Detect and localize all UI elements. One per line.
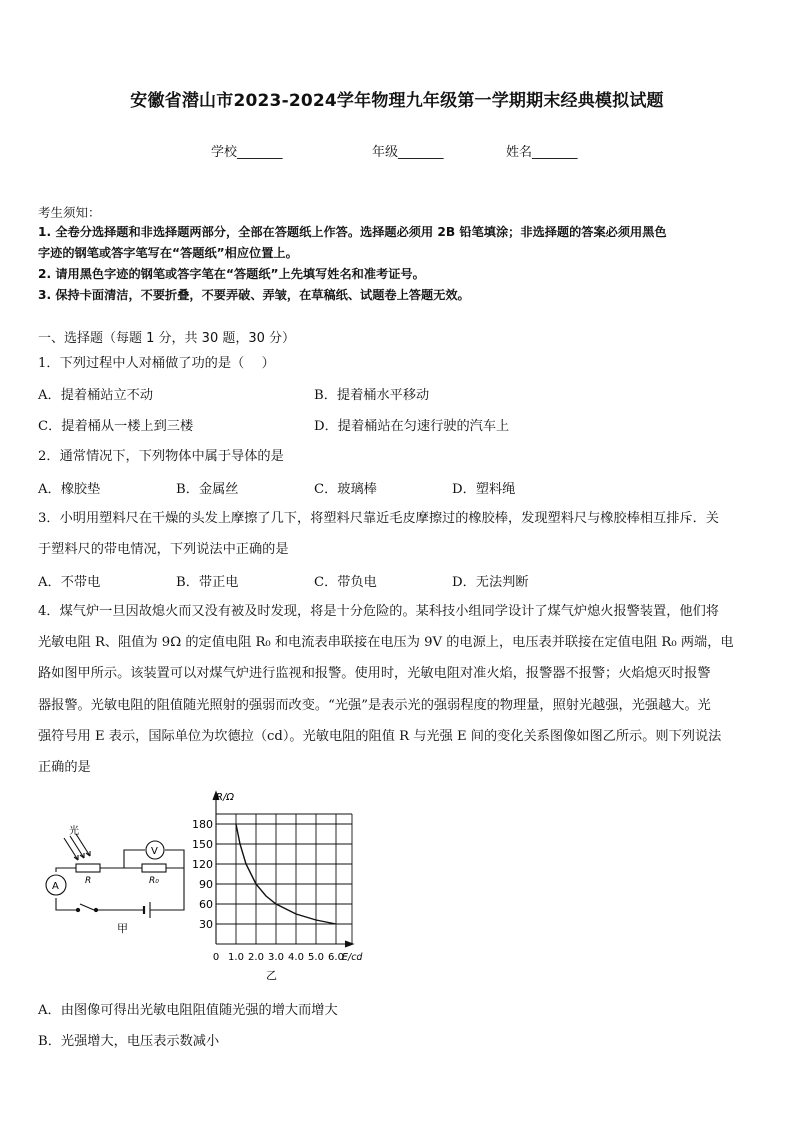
- circuit-caption: 甲: [117, 922, 128, 935]
- option-d: D．塑料绳: [452, 482, 516, 497]
- notice-line: 字迹的钢笔或答字笔写在“答题纸”相应位置上。: [38, 246, 298, 260]
- option-b: B．带正电: [176, 575, 239, 590]
- x-tick-label: 1.0: [228, 952, 244, 963]
- stem-line: 3．小明用塑料尺在干燥的头发上摩擦了几下，将塑料尺靠近毛皮摩擦过的橡胶棒，发现塑料尺与橡胶棒相互排斥．关: [38, 511, 719, 526]
- x-tick-label: 5.0: [308, 952, 324, 963]
- r0-label: R₀: [149, 876, 159, 886]
- option-d: D．无法判断: [452, 575, 529, 590]
- r-label: R: [85, 876, 92, 886]
- photoresistor-symbol: [76, 864, 100, 872]
- stem-line: 强符号用 E 表示，国际单位为坎德拉（cd）。光敏电阻的阻值 R 与光强 E 间的变化关系图像如图乙所示。则下列说法: [38, 728, 722, 744]
- page-title: 安徽省潜山市2023-2024学年物理九年级第一学期期末经典模拟试题: [130, 91, 664, 111]
- question-stem: [38, 596, 756, 783]
- x-tick-label: 6.0: [328, 952, 344, 963]
- notice-line: 1. 全卷分选择题和非选择题两部分，全部在答题纸上作答。选择题必须用 2B 铅笔填涂；非选择题的答案必须用黑色: [38, 225, 667, 239]
- notice-line: 3. 保持卡面清洁，不要折叠，不要弄破、弄皱，在草稿纸、试题卷上答题无效。: [38, 288, 470, 302]
- y-tick-label: 60: [199, 898, 213, 911]
- option-a: A．由图像可得出光敏电阻阻值随光强的增大而增大: [38, 1003, 338, 1018]
- option-a: A．橡胶垫: [38, 482, 101, 497]
- light-label: 光: [69, 826, 79, 837]
- option-c: C．提着桶从一楼上到三楼: [38, 419, 194, 434]
- option-b: B．提着桶水平移动: [314, 388, 430, 403]
- y-tick-label: 120: [192, 858, 213, 871]
- x-tick-labels: [213, 952, 344, 963]
- x-tick-label: 4.0: [288, 952, 304, 963]
- resistor-r0-symbol: [142, 864, 166, 872]
- chart-grid: [216, 814, 352, 944]
- x-tick-label: 0: [212, 952, 220, 963]
- question-stem: [38, 503, 756, 565]
- x-tick-label: 3.0: [268, 952, 284, 963]
- school-field: 学校_______: [211, 145, 283, 160]
- y-tick-label: 90: [199, 878, 213, 891]
- section-heading: 一、选择题（每题 1 分，共 30 题，30 分）: [38, 331, 296, 346]
- x-tick-label: 2.0: [248, 952, 264, 963]
- voltmeter-label: V: [151, 846, 158, 857]
- stem-line: 器报警。光敏电阻的阻值随光照射的强弱而改变。“光强”是表示光的强弱程度的物理量，照射光越强，光强越大。光: [38, 697, 711, 713]
- y-axis-label: R/Ω: [216, 792, 234, 803]
- resistance-light-chart: [186, 782, 372, 987]
- stem-line: 光敏电阻 R、阻值为 9Ω 的定值电阻 R₀ 和电流表串联接在电压为 9V 的电源上，电压表并联接在定值电阻 R₀ 两端，电: [38, 635, 734, 651]
- stem-line: 路如图甲所示。该装置可以对煤气炉进行监视和报警。使用时，光敏电阻对准火焰，报警器不报警；火焰熄灭时报警: [38, 666, 711, 682]
- option-b: B．光强增大，电压表示数减小: [38, 1034, 220, 1049]
- ammeter-label: A: [52, 881, 59, 892]
- y-tick-label: 30: [199, 918, 213, 931]
- option-d: D．提着桶站在匀速行驶的汽车上: [314, 419, 510, 434]
- option-c: C．玻璃棒: [314, 482, 377, 497]
- x-axis-label: E/cd: [342, 952, 363, 963]
- option-a: A．提着桶站立不动: [38, 388, 154, 403]
- notice-heading: 考生须知：: [38, 205, 101, 220]
- question-stem: 1．下列过程中人对桶做了功的是（ ）: [38, 356, 275, 371]
- stem-line: 4．煤气炉一旦因故熄火而又没有被及时发现，将是十分危险的。某科技小组同学设计了煤气炉熄火报警装置，他们将: [38, 604, 719, 619]
- notice-line: 2. 请用黑色字迹的钢笔或答字笔在“答题纸”上先填写姓名和准考证号。: [38, 267, 425, 281]
- circuit-diagram: [38, 822, 198, 940]
- y-tick-label: 180: [192, 818, 213, 831]
- grade-field: 年级_______: [372, 145, 444, 160]
- y-tick-labels: [192, 818, 213, 931]
- data-curve: [236, 824, 336, 924]
- chart-caption: 乙: [266, 969, 277, 982]
- y-tick-label: 150: [192, 838, 213, 851]
- name-field: 姓名_______: [506, 145, 578, 160]
- option-c: C．带负电: [314, 575, 377, 590]
- stem-line: 于塑料尺的带电情况，下列说法中正确的是: [38, 542, 289, 558]
- option-b: B．金属丝: [176, 482, 239, 497]
- stem-line: 正确的是: [38, 760, 91, 776]
- option-a: A．不带电: [38, 575, 101, 590]
- question-stem: 2．通常情况下，下列物体中属于导体的是: [38, 449, 284, 464]
